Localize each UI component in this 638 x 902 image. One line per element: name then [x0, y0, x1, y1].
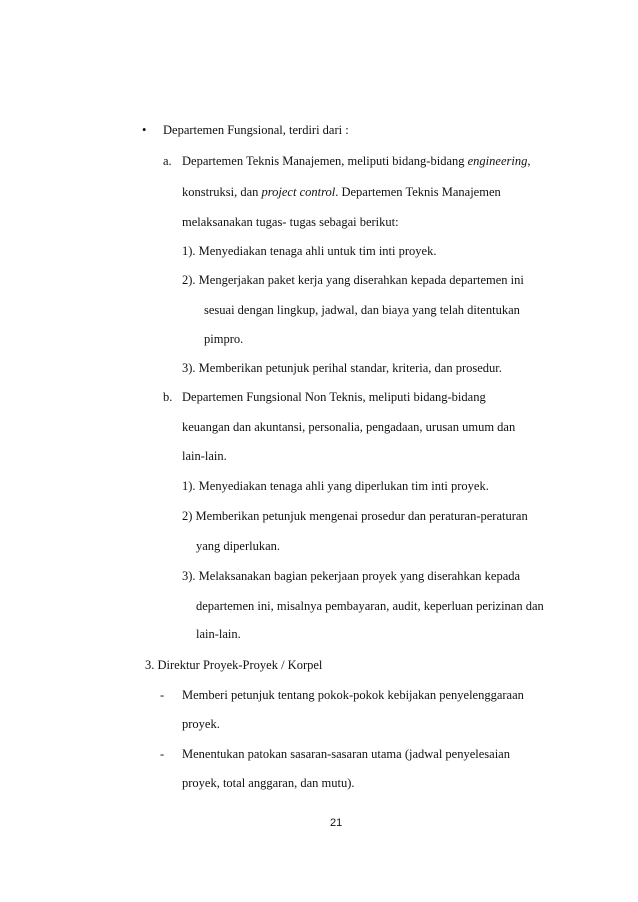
item-a-line-1-text: Departemen Teknis Manajemen, meliputi bidang-bidang — [182, 154, 465, 168]
item-a-line-1-punct: , — [527, 154, 531, 168]
section-3-dash-1: - — [160, 688, 165, 702]
heading-departemen-fungsional: Departemen Fungsional, terdiri dari : — [163, 123, 349, 137]
item-b-marker: b. — [163, 390, 173, 404]
section-3-item-1-line-1: Memberi petunjuk tentang pokok-pokok kebijakan penyelenggaraan — [182, 688, 524, 702]
section-3-item-2-line-2: proyek, total anggaran, dan mutu). — [182, 776, 355, 790]
item-a-sub-2-line-3: pimpro. — [204, 332, 244, 346]
item-b-sub-3-line-2: departemen ini, misalnya pembayaran, audit, keperluan perizinan dan — [196, 599, 544, 613]
bullet-marker: • — [142, 123, 147, 137]
item-a-line-1 — [182, 155, 530, 168]
item-b-sub-2-line-2: yang diperlukan. — [196, 539, 281, 553]
item-a-sub-1: 1). Menyediakan tenaga ahli untuk tim inti proyek. — [182, 244, 437, 258]
item-a-line-2-rest: . Departemen Teknis Manajemen — [335, 185, 501, 199]
section-3-item-2-line-1: Menentukan patokan sasaran-sasaran utama (jadwal penyelesaian — [182, 747, 510, 761]
section-3-title: 3. Direktur Proyek-Proyek / Korpel — [145, 658, 323, 672]
item-a-sub-2-line-2: sesuai dengan lingkup, jadwal, dan biaya yang telah ditentukan — [204, 303, 520, 317]
item-b-line-3: lain-lain. — [182, 449, 227, 463]
item-a-marker: a. — [163, 154, 172, 168]
item-a-line-3: melaksanakan tugas- tugas sebagai berikut: — [182, 215, 399, 229]
section-3-dash-2: - — [160, 747, 165, 761]
section-3-item-1-line-2: proyek. — [182, 717, 220, 731]
item-b-sub-2-line-1: 2) Memberikan petunjuk mengenai prosedur dan peraturan-peraturan — [182, 509, 528, 523]
item-b-sub-3-line-1: 3). Melaksanakan bagian pekerjaan proyek yang diserahkan kepada — [182, 569, 521, 583]
page-number: 21 — [330, 817, 343, 829]
item-b-sub-1: 1). Menyediakan tenaga ahli yang diperlukan tim inti proyek. — [182, 479, 489, 493]
item-a-line-2-emphasis: project control — [261, 185, 336, 199]
item-a-line-1-emphasis: engineering — [467, 154, 528, 168]
item-a-line-2 — [182, 186, 501, 199]
item-b-sub-3-line-3: lain-lain. — [196, 627, 241, 641]
item-a-line-2-text: konstruksi, dan — [182, 185, 259, 199]
item-a-sub-3: 3). Memberikan petunjuk perihal standar, kriteria, dan prosedur. — [182, 361, 502, 375]
item-b-line-1: Departemen Fungsional Non Teknis, meliputi bidang-bidang — [182, 390, 486, 404]
item-a-sub-2-line-1: 2). Mengerjakan paket kerja yang diserahkan kepada departemen ini — [182, 273, 524, 287]
item-b-line-2: keuangan dan akuntansi, personalia, pengadaan, urusan umum dan — [182, 420, 516, 434]
